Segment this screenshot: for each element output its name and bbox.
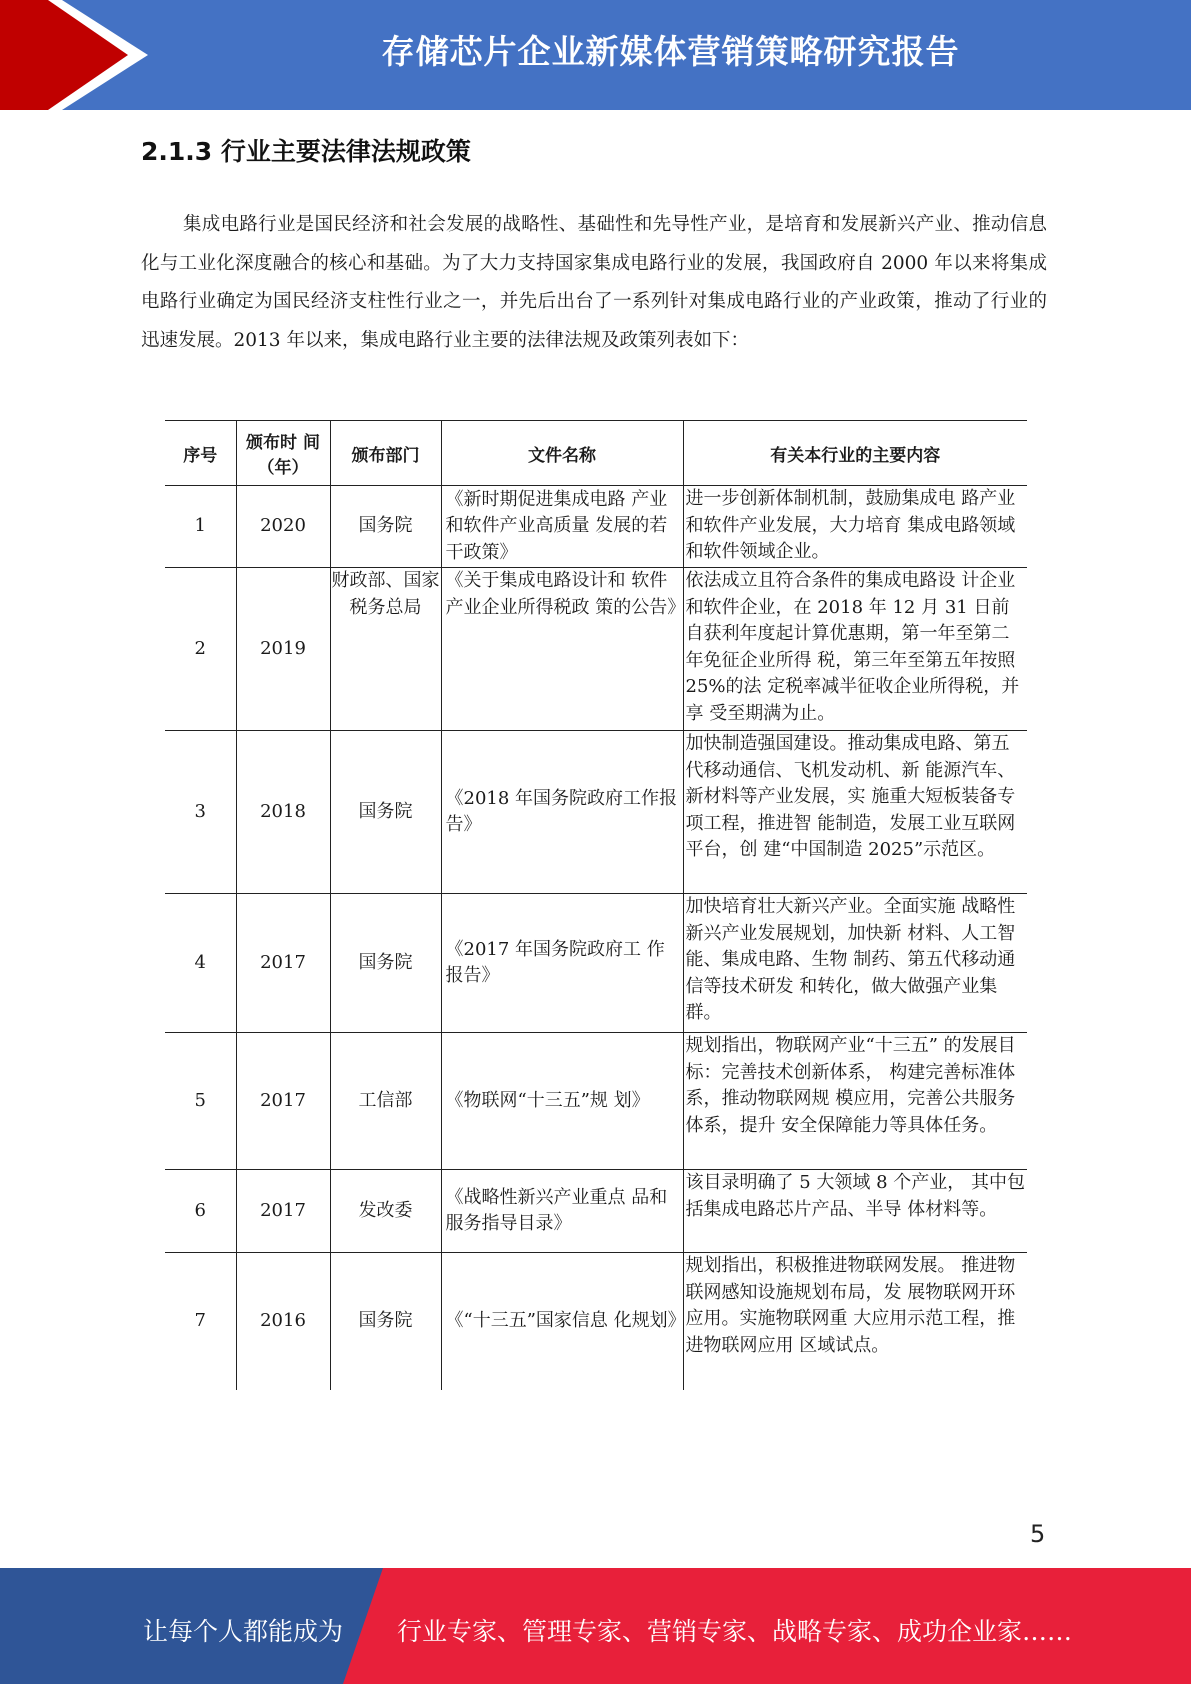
cell-dept: 国务院 <box>330 1253 441 1390</box>
cell-idx: 6 <box>165 1170 236 1253</box>
footer-slogan-left: 让每个人都能成为 <box>143 1617 344 1646</box>
cell-idx: 3 <box>165 731 236 894</box>
cell-year: 2020 <box>236 486 330 568</box>
cell-dept: 国务院 <box>330 486 441 568</box>
cell-content: 加快制造强国建设。推动集成电路、第五代移动通信、飞机发动机、新 能源汽车、新材料等产业发展，实 施重大短板装备专项工程，推进智 能制造，发展工业互联网平台，创 建“中国制造 2025”示范区。 <box>683 731 1027 894</box>
cell-doc: 《新时期促进集成电路 产业和软件产业高质量 发展的若干政策》 <box>441 486 683 568</box>
table-row <box>165 894 1027 1033</box>
report-title: 存储芯片企业新媒体营销策略研究报告 <box>381 32 960 71</box>
cell-doc: 《物联网“十三五”规 划》 <box>441 1033 683 1170</box>
header-idx: 序号 <box>165 421 236 486</box>
page-header <box>0 0 1191 110</box>
cell-year: 2016 <box>236 1253 330 1390</box>
table-row <box>165 731 1027 894</box>
header-dept: 颁布部门 <box>330 421 441 486</box>
footer-slogan-right: 行业专家、管理专家、营销专家、战略专家、成功企业家…… <box>397 1617 1073 1646</box>
cell-idx: 2 <box>165 568 236 731</box>
table-row <box>165 1253 1027 1390</box>
cell-year: 2019 <box>236 568 330 731</box>
cell-dept: 发改委 <box>330 1170 441 1253</box>
intro-paragraph: 集成电路行业是国民经济和社会发展的战略性、基础性和先导性产业，是培育和发展新兴产业、推动信息化与工业化深度融合的核心和基础。为了大力支持国家集成电路行业的发展，我国政府自 2000 年以来将集成电路行业确定为国民经济支柱性行业之一，并先后出台了一系列针对集成电路行业的产业政策，推动了行业的迅速发展。2013 年以来，集成电路行业主要的法律法规及政策列表如下： <box>141 214 1047 351</box>
table-row <box>165 568 1027 731</box>
cell-content: 进一步创新体制机制，鼓励集成电 路产业和软件产业发展，大力培育 集成电路领域和软件领域企业。 <box>683 486 1027 568</box>
cell-content: 该目录明确了 5 大领域 8 个产业， 其中包括集成电路芯片产品、半导 体材料等。 <box>683 1170 1027 1253</box>
header-content: 有关本行业的主要内容 <box>683 421 1027 486</box>
cell-doc: 《战略性新兴产业重点 品和服务指导目录》 <box>441 1170 683 1253</box>
cell-idx: 7 <box>194 1310 206 1331</box>
cell-idx: 5 <box>165 1033 236 1170</box>
cell-doc: 《2018 年国务院政府工作报告》 <box>441 731 683 894</box>
policy-table <box>165 420 1027 1390</box>
cell-doc: 《关于集成电路设计和 软件产业企业所得税政 策的公告》 <box>441 568 683 731</box>
cell-year: 2017 <box>236 1033 330 1170</box>
cell-dept: 国务院 <box>330 894 441 1033</box>
cell-idx: 4 <box>165 894 236 1033</box>
cell-dept: 工信部 <box>330 1033 441 1170</box>
cell-content: 规划指出，积极推进物联网发展。 推进物联网感知设施规划布局，发 展物联网开环应用。实施物联网重 大应用示范工程，推进物联网应用 区域试点。 <box>683 1253 1027 1390</box>
table-row <box>165 1170 1027 1253</box>
cell-content: 规划指出，物联网产业“十三五” 的发展目标：完善技术创新体系， 构建完善标准体系，推动物联网规 模应用，完善公共服务体系，提升 安全保障能力等具体任务。 <box>683 1033 1027 1170</box>
page-number: 5 <box>1030 1520 1046 1548</box>
table-header-row <box>165 421 1027 486</box>
cell-year: 2017 <box>236 1170 330 1253</box>
cell-content: 加快培育壮大新兴产业。全面实施 战略性新兴产业发展规划，加快新 材料、人工智能、集成电路、生物 制药、第五代移动通信等技术研发 和转化，做大做强产业集群。 <box>683 894 1027 1033</box>
cell-year: 2018 <box>236 731 330 894</box>
cell-dept: 财政部、国家税务总局 <box>330 568 441 731</box>
page-footer <box>0 1568 1191 1684</box>
policy-table-container <box>165 420 1027 1390</box>
table-row <box>165 486 1027 568</box>
section-heading: 2.1.3 行业主要法律法规政策 <box>141 137 471 166</box>
cell-doc: 《2017 年国务院政府工 作报告》 <box>441 894 683 1033</box>
cell-dept: 国务院 <box>330 731 441 894</box>
table-row <box>165 1033 1027 1170</box>
header-year: 颁布时 间（年） <box>236 421 330 486</box>
header-doc: 文件名称 <box>441 421 683 486</box>
cell-idx: 1 <box>165 486 236 568</box>
cell-year: 2017 <box>236 894 330 1033</box>
cell-doc: 《“十三五”国家信息 化规划》 <box>441 1253 683 1390</box>
cell-content: 依法成立且符合条件的集成电路设 计企业和软件企业，在 2018 年 12 月 31 日前自获利年度起计算优惠期，第一年至第二年免征企业所得 税，第三年至第五年按照 25%的法 定税率减半征收企业所得税，并享 受至期满为止。 <box>683 568 1027 731</box>
